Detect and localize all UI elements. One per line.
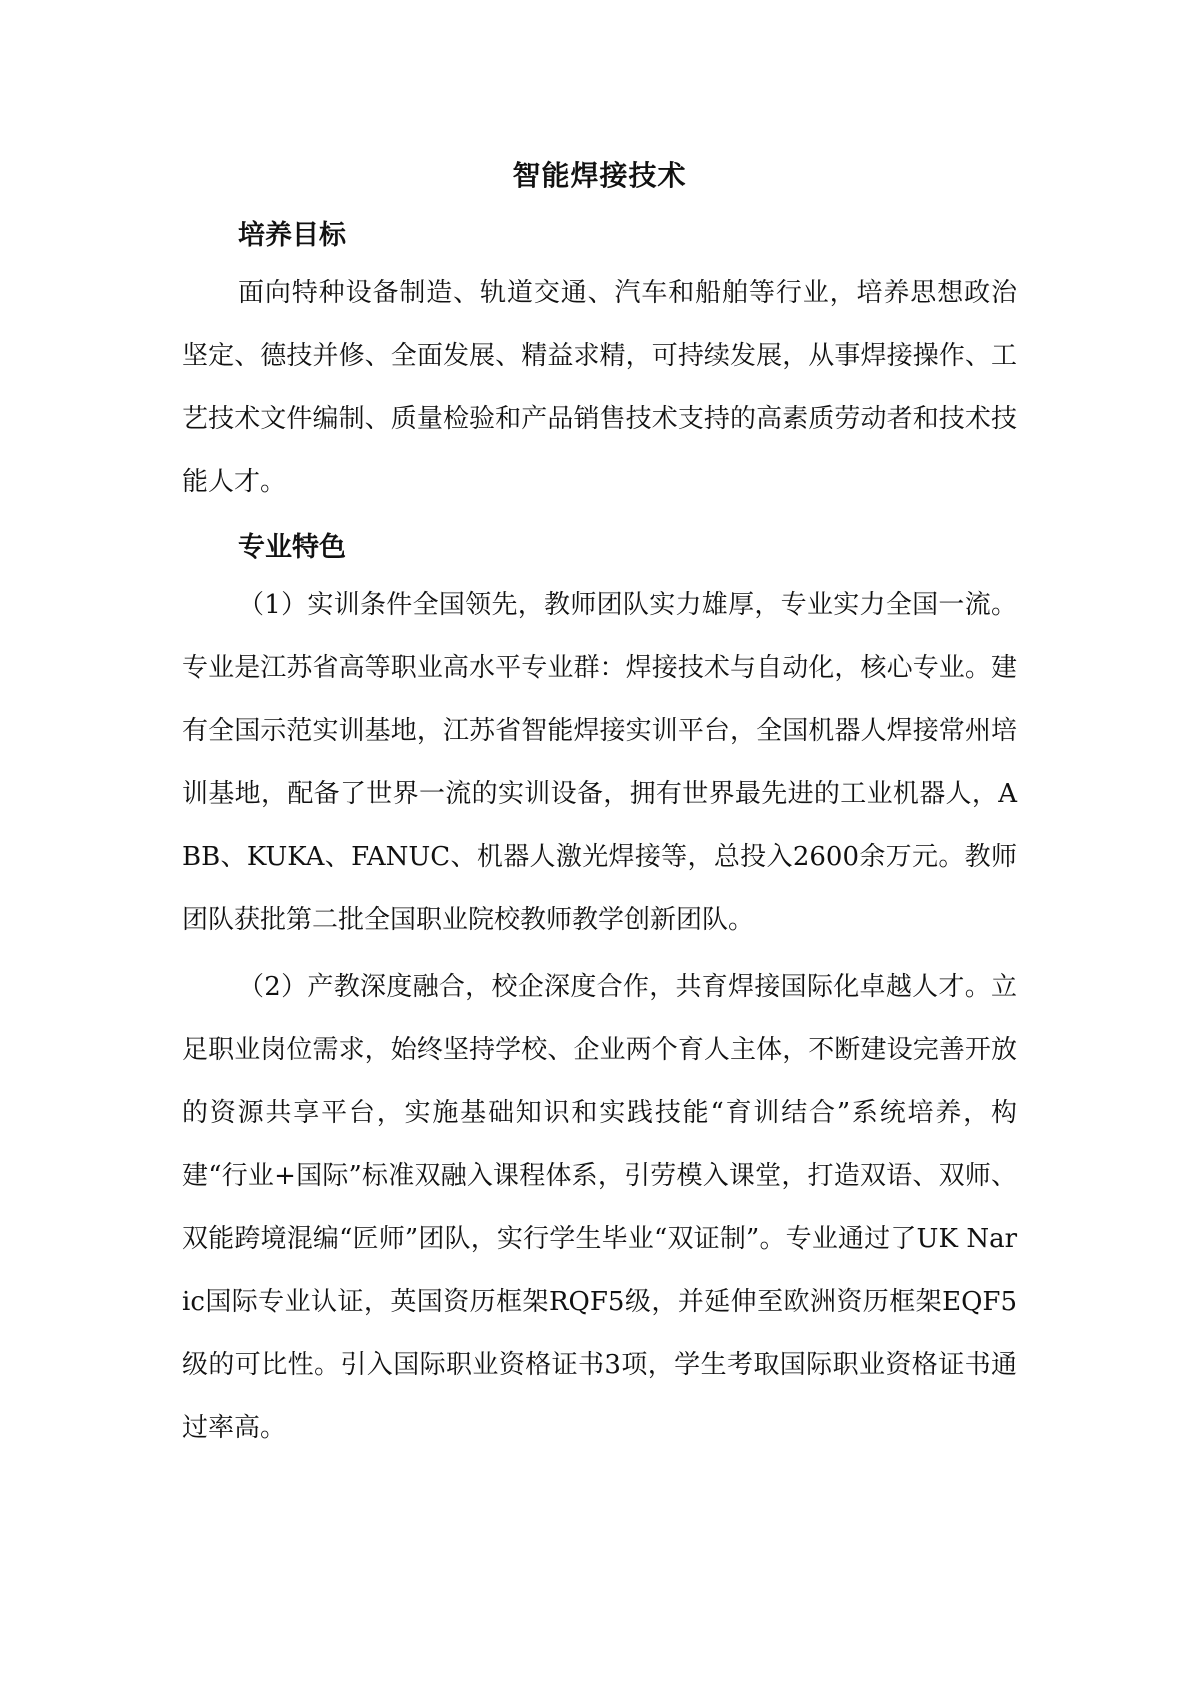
paragraph-training-goal: 面向特种设备制造、轨道交通、汽车和船舶等行业，培养思想政治坚定、德技并修、全面发展、精益求精，可持续发展，从事焊接操作、工艺技术文件编制、质量检验和产品销售技术支持的高素质劳动者和技术技能人才。: [182, 278, 1017, 497]
section-heading-features: 专业特色: [238, 532, 346, 563]
document-title: 智能焊接技术: [512, 159, 687, 192]
section-heading-training-goal: 培养目标: [238, 220, 346, 251]
paragraph-feature-1: （1）实训条件全国领先，教师团队实力雄厚，专业实力全国一流。专业是江苏省高等职业高水平专业群：焊接技术与自动化，核心专业。建有全国示范实训基地，江苏省智能焊接实训平台，全国机器人焊接常州培训基地，配备了世界一流的实训设备，拥有世界最先进的工业机器人，ABB、KUKA、FANUC、机器人激光焊接等，总投入2600余万元。教师团队获批第二批全国职业院校教师教学创新团队。: [182, 590, 1017, 935]
document-body: [182, 150, 1017, 1460]
paragraph-feature-2: （2）产教深度融合，校企深度合作，共育焊接国际化卓越人才。立足职业岗位需求，始终坚持学校、企业两个育人主体，不断建设完善开放的资源共享平台，实施基础知识和实践技能“育训结合”系统培养，构建“行业+国际”标准双融入课程体系，引劳模入课堂，打造双语、双师、双能跨境混编“匠师”团队，实行学生毕业“双证制”。专业通过了UK Naric国际专业认证，英国资历框架RQF5级，并延伸至欧洲资历框架EQF5级的可比性。引入国际职业资格证书3项，学生考取国际职业资格证书通过率高。: [182, 972, 1017, 1443]
